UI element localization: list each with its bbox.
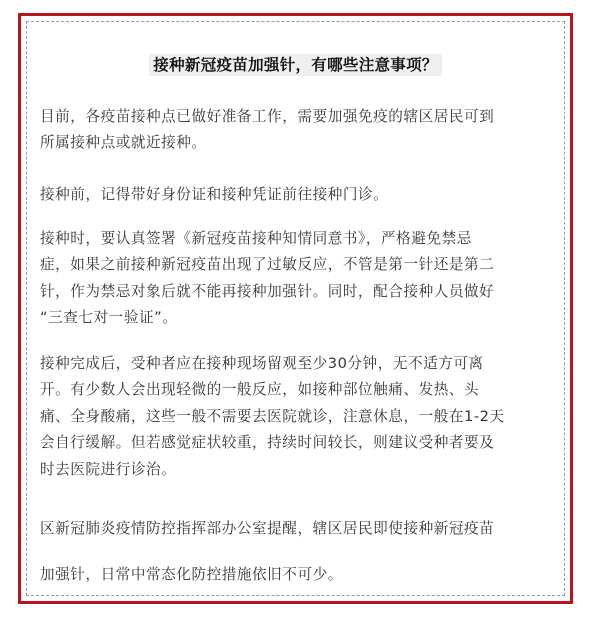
text-line: 接种前，记得带好身份证和接种凭证前往接种门诊。 xyxy=(40,186,389,203)
article-title: 接种新冠疫苗加强针，有哪些注意事项？ xyxy=(149,54,441,76)
text-line: 加强针，日常中常态化防控措施依旧不可少。 xyxy=(40,566,343,583)
dashed-inner-border xyxy=(26,21,565,596)
text-line: 痛、全身酸痛，这些一般不需要去医院就诊，注意休息，一般在1-2天 xyxy=(40,407,505,425)
text-line: 开。有少数人会出现轻微的一般反应，如接种部位触痛、发热、头 xyxy=(40,381,480,399)
text-line: 所属接种点或就近接种。 xyxy=(40,134,207,152)
paragraph-reminder xyxy=(40,506,560,598)
text-line: 症，如果之前接种新冠疫苗出现了过敏反应，不管是第一针还是第二 xyxy=(40,256,495,274)
text-line: 接种完成后，受种者应在接种现场留观至少30分钟，无不适方可离 xyxy=(40,355,484,372)
text-line: 区新冠肺炎疫情防控指挥部办公室提醒，辖区居民即使接种新冠疫苗 xyxy=(40,520,495,537)
paragraph-during-vaccination xyxy=(40,226,560,332)
paragraph-before-vaccination xyxy=(40,182,560,208)
text-line: 针，作为禁忌对象后就不能再接种加强针。同时，配合接种人员做好 xyxy=(40,282,495,300)
text-line: 接种时，要认真签署《新冠疫苗接种知情同意书》，严格避免禁忌 xyxy=(40,230,472,247)
text-line: 目前，各疫苗接种点已做好准备工作，需要加强免疫的辖区居民可到 xyxy=(40,108,495,125)
text-line: “三查七对一验证”。 xyxy=(40,309,178,327)
article-frame xyxy=(18,13,573,604)
text-line: 会自行缓解。但若感觉症状较重，持续时间较长，则建议受种者要及 xyxy=(40,434,495,452)
paragraph-preparation xyxy=(40,104,560,157)
paragraph-after-vaccination xyxy=(40,351,560,483)
title-wrapper xyxy=(27,54,564,76)
text-line: 时去医院进行诊治。 xyxy=(40,460,177,478)
